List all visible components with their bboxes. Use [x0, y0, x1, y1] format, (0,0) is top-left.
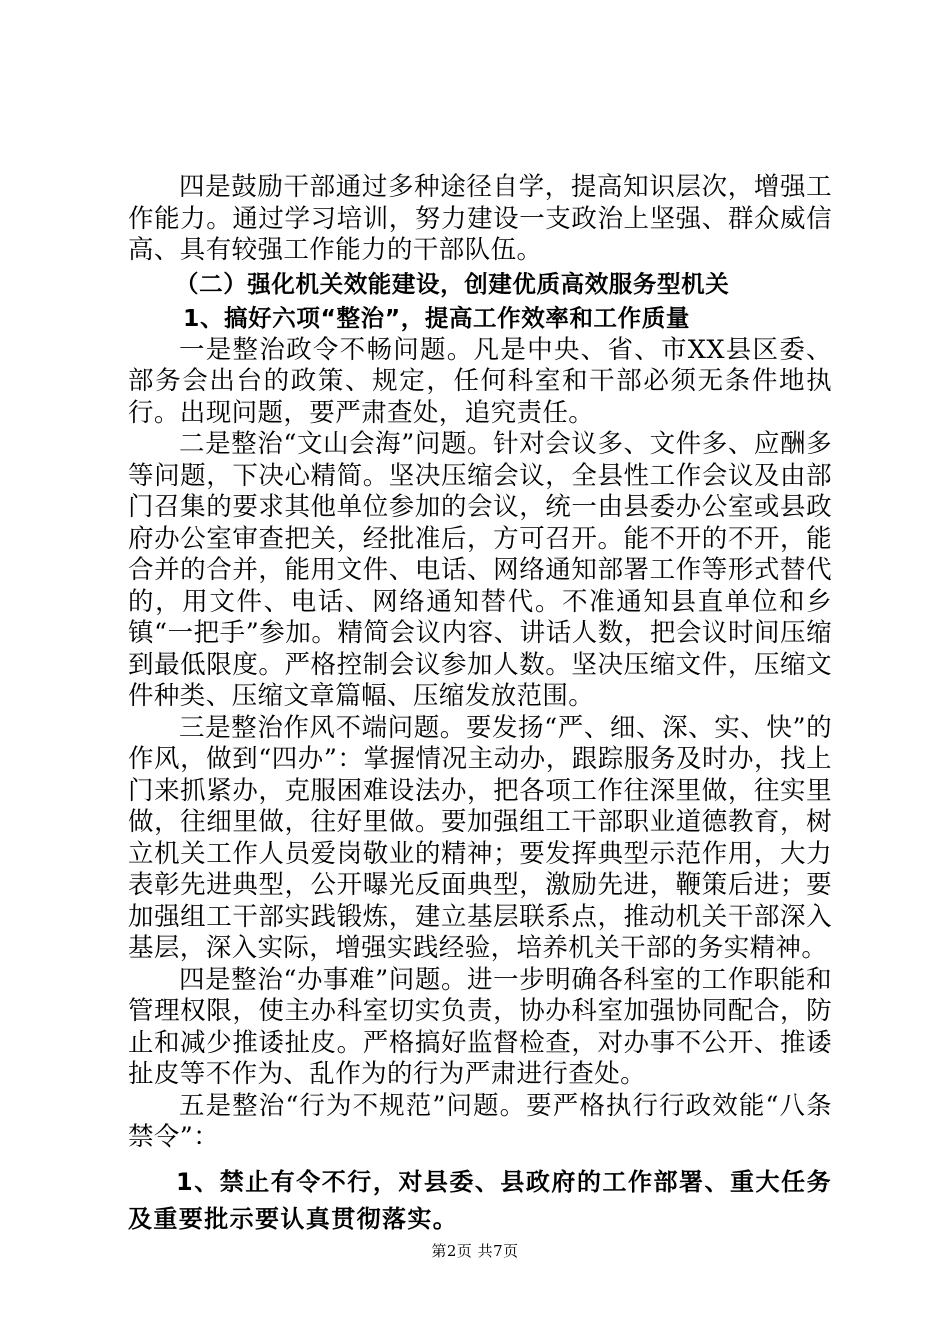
subsection-heading: 1、搞好六项“整治”，提高工作效率和工作质量: [183, 303, 690, 332]
document-body: [128, 172, 832, 1238]
paragraph-rectify-orders: 一是整治政令不畅问题。凡是中央、省、市XX县区委、部务会出台的政策、规定，任何科室和干部必须无条件地执行。出现问题，要严肃查处，追究责任。: [128, 334, 832, 428]
section-heading: （二）强化机关效能建设，创建优质高效服务型机关: [175, 269, 730, 298]
paragraph-rectify-meetings: 二是整治“文山会海”问题。针对会议多、文件多、应酬多等问题，下决心精简。坚决压缩会议，全县性工作会议及由部门召集的要求其他单位参加的会议，统一由县委办公室或县政府办公室审查把关，经批准后，方可召开。能不开的不开，能合并的合并，能用文件、电话、网络通知部署工作等形式替代的，用文件、电话、网络通知替代。不准通知县直单位和乡镇“一把手”参加。精简会议内容、讲话人数，把会议时间压缩到最低限度。严格控制会议参加人数。坚决压缩文件，压缩文件种类、压缩文章篇幅、压缩发放范围。: [128, 429, 832, 711]
paragraph-rectify-style: 三是整治作风不端问题。要发扬“严、细、深、实、快”的作风，做到“四办”：掌握情况主动办，跟踪服务及时办，找上门来抓紧办，克服困难设法办，把各项工作往深里做，往实里做，往细里做，往好里做。要加强组工干部职业道德教育，树立机关工作人员爱岗敬业的精神；要发挥典型示范作用，大力表彰先进典型，公开曝光反面典型，激励先进，鞭策后进；要加强组工干部实践锻炼，建立基层联系点，推动机关干部深入基层，深入实际，增强实践经验，培养机关干部的务实精神。: [128, 712, 832, 963]
paragraph-self-study: 四是鼓励干部通过多种途径自学，提高知识层次，增强工作能力。通过学习培训，努力建设一支政治上坚强、群众威信高、具有较强工作能力的干部队伍。: [128, 172, 832, 265]
page-number-footer: 第2页 共7页: [431, 1242, 519, 1260]
paragraph-rectify-service: 四是整治“办事难”问题。进一步明确各科室的工作职能和管理权限，使主办科室切实负责，协办科室加强协同配合，防止和减少推诿扯皮。严格搞好监督检查，对办事不公开、推诿扯皮等不作为、乱作为的行为严肃进行查处。: [128, 964, 832, 1089]
prohibition-item-1: 1、禁止有令不行，对县委、县政府的工作部署、重大任务及重要批示要认真贯彻落实。: [128, 1167, 832, 1233]
paragraph-rectify-behavior: 五是整治“行为不规范”问题。要严格执行行政效能“八条禁令”：: [128, 1090, 832, 1152]
